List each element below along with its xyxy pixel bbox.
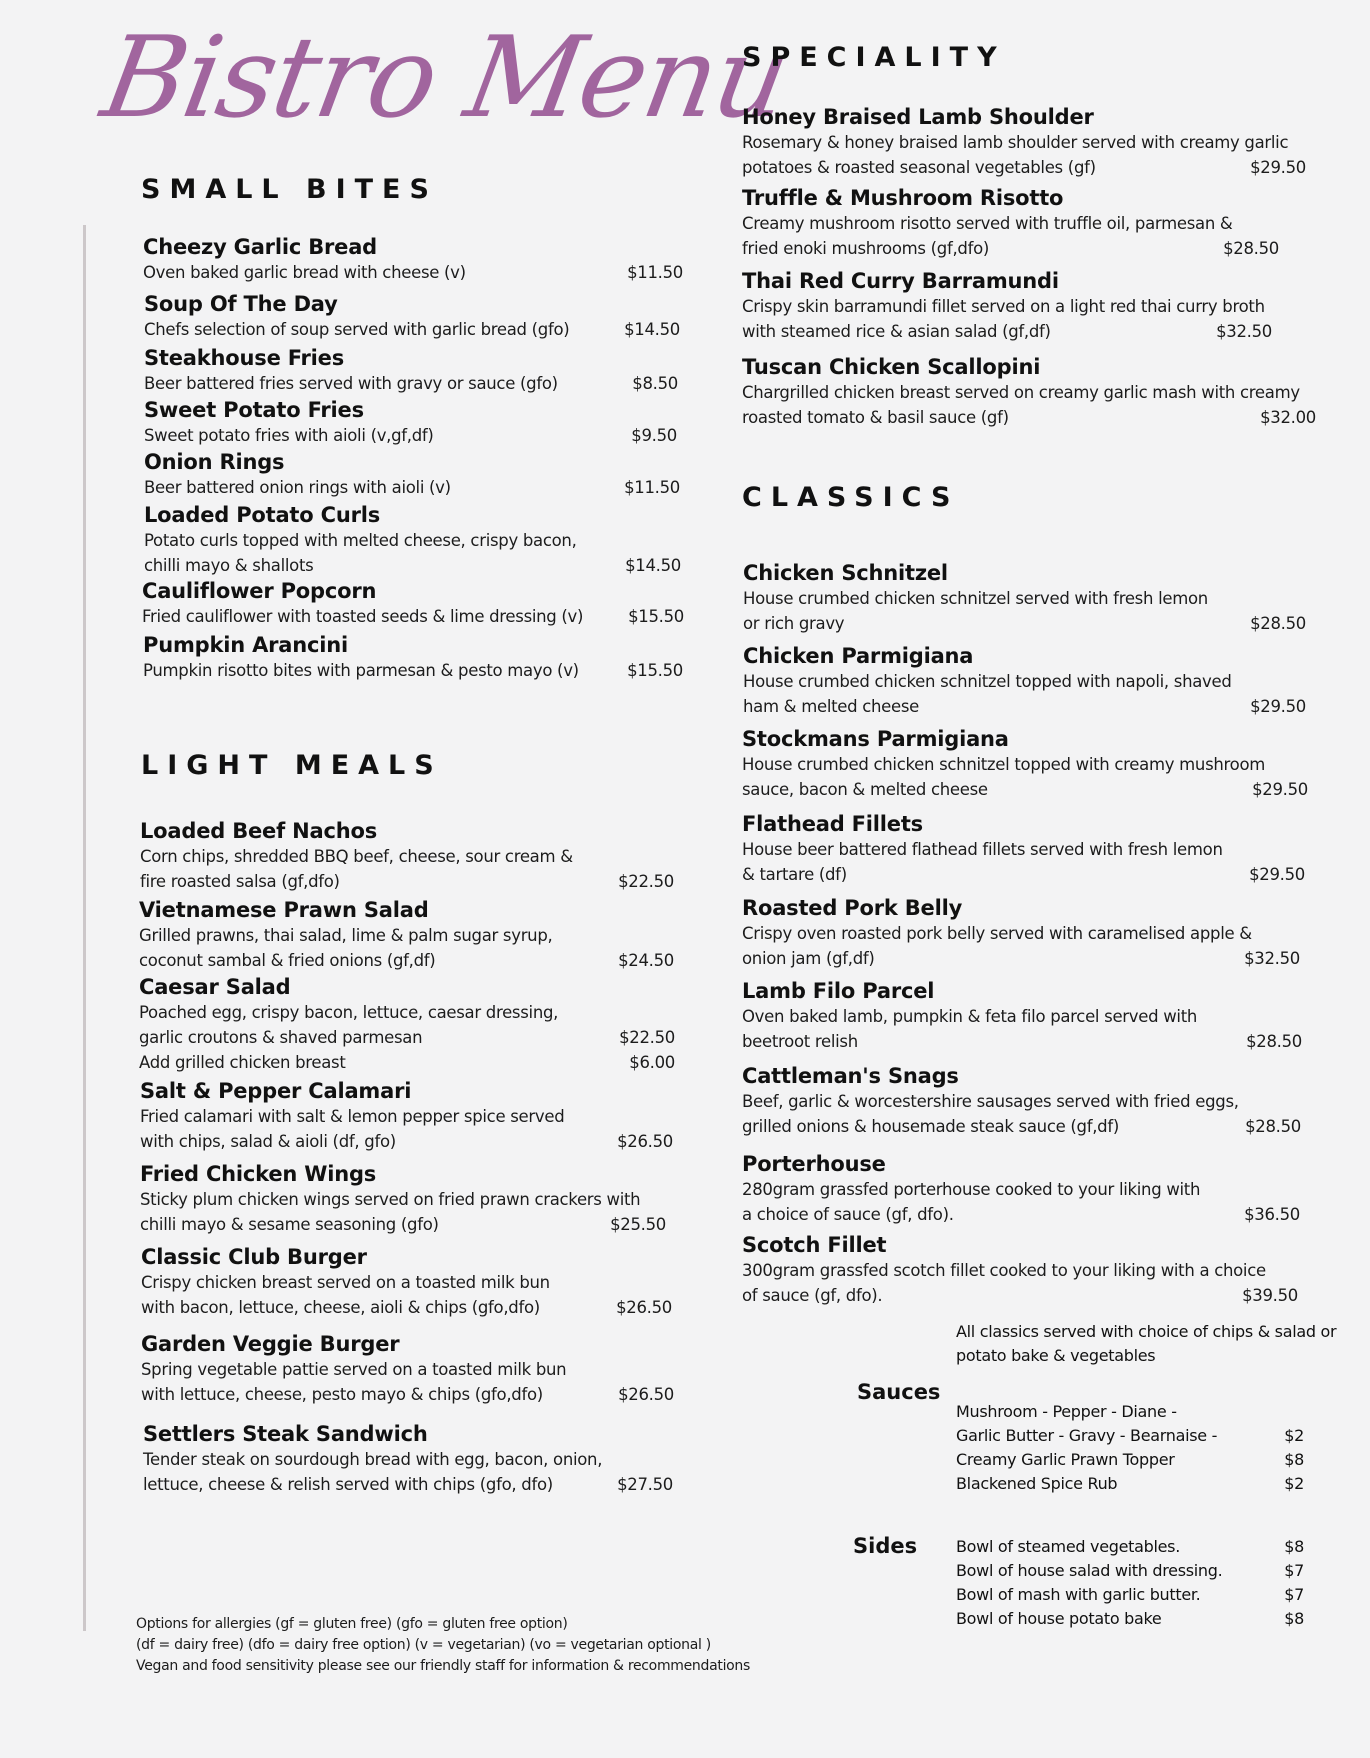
item-name: Chicken Parmigiana [743, 644, 974, 668]
description-line: Crispy chicken breast served on a toasted milk bun [141, 1273, 550, 1292]
description-line: coconut sambal & fried onions (gf,df) [139, 951, 436, 970]
description-line: Spring vegetable pattie served on a toasted milk bun [141, 1360, 567, 1379]
description-line: fire roasted salsa (gf,dfo) [140, 872, 340, 891]
description-line: sauce, bacon & melted cheese [742, 780, 988, 799]
item-price: $28.50 [1245, 1117, 1301, 1136]
description-line: & tartare (df) [742, 865, 847, 884]
item-price: $26.50 [616, 1298, 672, 1317]
item-price: $22.50 [619, 1028, 675, 1047]
item-price: $11.50 [624, 478, 680, 497]
menu-item [742, 354, 1316, 430]
description-line: fried enoki mushrooms (gf,dfo) [742, 239, 990, 258]
description-line: Corn chips, shredded BBQ beef, cheese, sour cream & [140, 847, 573, 866]
description-line: of sauce (gf, dfo). [742, 1286, 883, 1305]
menu-item [743, 643, 1306, 719]
item-price: $29.50 [1249, 865, 1305, 884]
side-row [956, 1607, 1304, 1631]
menu-item [139, 897, 674, 973]
section-heading-small-bites: SMALL BITES [141, 174, 438, 205]
item-price: $29.50 [1252, 780, 1308, 799]
menu-item [742, 895, 1300, 971]
item-description [140, 1187, 666, 1237]
item-price: $9.50 [631, 426, 677, 445]
item-price: $36.50 [1244, 1205, 1300, 1224]
item-name: Salt & Pepper Calamari [140, 1079, 412, 1103]
item-price: $28.50 [1223, 239, 1279, 258]
side-price: $8 [1284, 1609, 1304, 1628]
addon-price: $6.00 [629, 1053, 675, 1072]
section-heading-light-meals: LIGHT MEALS [141, 750, 443, 781]
description-line: chilli mayo & sesame seasoning (gfo) [140, 1215, 439, 1234]
description-line: Pumpkin risotto bites with parmesan & pesto mayo (v) [143, 661, 579, 680]
item-name: Scotch Fillet [742, 1233, 887, 1257]
menu-item [141, 1244, 672, 1320]
addon-text: Add grilled chicken breast [139, 1053, 346, 1072]
description-line: potatoes & roasted seasonal vegetables (gf) [742, 158, 1096, 177]
item-name: Fried Chicken Wings [140, 1162, 377, 1186]
item-description [144, 475, 680, 500]
menu-title: Bistro Menu [93, 13, 797, 143]
side-text: Bowl of house salad with dressing. [956, 1561, 1223, 1580]
description-line: lettuce, cheese & relish served with chips (gfo, dfo) [143, 1475, 553, 1494]
item-description [742, 1089, 1301, 1139]
item-price: $11.50 [627, 263, 683, 282]
description-line: 300gram grassfed scotch fillet cooked to your liking with a choice [742, 1261, 1266, 1280]
side-row [956, 1583, 1304, 1607]
item-description [742, 1177, 1300, 1227]
item-description [743, 586, 1306, 636]
description-line: House crumbed chicken schnitzel served with fresh lemon [743, 589, 1208, 608]
item-price: $29.50 [1250, 158, 1306, 177]
sauce-row [956, 1448, 1304, 1472]
menu-item [140, 1078, 673, 1154]
menu-item [742, 1063, 1301, 1139]
description-line: beetroot relish [742, 1032, 858, 1051]
sauce-text: Mushroom - Pepper - Diane - [956, 1402, 1177, 1421]
description-line: 280gram grassfed porterhouse cooked to your liking with [742, 1180, 1201, 1199]
side-price: $7 [1284, 1585, 1304, 1604]
sides-list [956, 1535, 1304, 1631]
item-description [742, 380, 1316, 430]
description-line: Sticky plum chicken wings served on fried prawn crackers with [140, 1190, 641, 1209]
item-price: $32.50 [1244, 949, 1300, 968]
description-line: Beer battered fries served with gravy or sauce (gfo) [144, 374, 558, 393]
menu-item [142, 578, 684, 629]
menu-item [144, 502, 681, 578]
item-price: $14.50 [624, 320, 680, 339]
description-line: House crumbed chicken schnitzel topped with creamy mushroom [742, 755, 1266, 774]
item-price: $14.50 [625, 556, 681, 575]
item-description [144, 317, 680, 342]
menu-item [144, 397, 677, 448]
classics-note [956, 1320, 1336, 1368]
item-name: Tuscan Chicken Scallopini [742, 355, 1041, 379]
description-line: Fried calamari with salt & lemon pepper spice served [140, 1107, 565, 1126]
item-price: $26.50 [618, 1385, 674, 1404]
description-line: with steamed rice & asian salad (gf,df) [742, 322, 1051, 341]
menu-item [140, 1161, 666, 1237]
description-line: House crumbed chicken schnitzel topped with napoli, shaved [743, 672, 1232, 691]
side-text: Bowl of house potato bake [956, 1609, 1162, 1628]
item-description [144, 371, 678, 396]
sauce-row [956, 1400, 1304, 1424]
item-price: $39.50 [1242, 1286, 1298, 1305]
item-name: Pumpkin Arancini [143, 633, 349, 657]
footer-line: Options for allergies (gf = gluten free) (gfo = gluten free option) [136, 1616, 568, 1632]
allergy-footer [136, 1614, 750, 1677]
item-name: Garden Veggie Burger [141, 1332, 400, 1356]
side-text: Bowl of steamed vegetables. [956, 1537, 1180, 1556]
item-name: Steakhouse Fries [144, 346, 345, 370]
description-line: Oven baked lamb, pumpkin & feta filo parcel served with [742, 1007, 1198, 1026]
description-line: with chips, salad & aioli (df, gfo) [140, 1132, 396, 1151]
item-name: Honey Braised Lamb Shoulder [742, 105, 1094, 129]
description-line: Sweet potato fries with aioli (v,gf,df) [144, 426, 434, 445]
item-description [143, 1447, 673, 1497]
description-line: Beer battered onion rings with aioli (v) [144, 478, 451, 497]
item-description [144, 423, 677, 448]
description-line: Tender steak on sourdough bread with egg, bacon, onion, [143, 1450, 603, 1469]
classics-note-line: potato bake & vegetables [956, 1346, 1156, 1365]
description-line: Oven baked garlic bread with cheese (v) [143, 263, 466, 282]
sauce-row [956, 1424, 1304, 1448]
item-name: Loaded Potato Curls [144, 503, 381, 527]
menu-item [742, 978, 1302, 1054]
item-description [742, 294, 1272, 344]
menu-item [742, 811, 1305, 887]
description-line: Fried cauliflower with toasted seeds & lime dressing (v) [142, 607, 584, 626]
item-name: Caesar Salad [139, 975, 291, 999]
menu-item [140, 818, 674, 894]
item-name: Loaded Beef Nachos [140, 819, 378, 843]
item-name: Vietnamese Prawn Salad [139, 898, 429, 922]
item-price: $24.50 [618, 951, 674, 970]
menu-item [742, 726, 1308, 802]
menu-item [139, 974, 675, 1075]
description-line: or rich gravy [743, 614, 845, 633]
description-line: Poached egg, crispy bacon, lettuce, caesar dressing, [139, 1003, 559, 1022]
item-description [742, 752, 1308, 802]
sauce-text: Creamy Garlic Prawn Topper [956, 1450, 1175, 1469]
description-line: Chargrilled chicken breast served on creamy garlic mash with creamy [742, 383, 1300, 402]
item-description [139, 1000, 675, 1050]
menu-item [144, 345, 678, 396]
item-name: Sweet Potato Fries [144, 398, 364, 422]
menu-item [141, 1331, 674, 1407]
item-description [143, 658, 683, 683]
side-row [956, 1535, 1304, 1559]
description-line: with lettuce, cheese, pesto mayo & chips (gfo,dfo) [141, 1385, 543, 1404]
item-price: $22.50 [618, 872, 674, 891]
item-price: $25.50 [610, 1215, 666, 1234]
item-price: $27.50 [617, 1475, 673, 1494]
item-description [742, 921, 1300, 971]
item-description [742, 1258, 1298, 1308]
item-name: Stockmans Parmigiana [742, 727, 1009, 751]
item-price: $15.50 [627, 661, 683, 680]
description-line: Rosemary & honey braised lamb shoulder served with creamy garlic [742, 133, 1289, 152]
footer-line: (df = dairy free) (dfo = dairy free option) (v = vegetarian) (vo = vegetarian optional ) [136, 1637, 711, 1653]
item-price: $8.50 [632, 374, 678, 393]
item-description [742, 130, 1306, 180]
item-price: $32.50 [1216, 322, 1272, 341]
description-line: a choice of sauce (gf, dfo). [742, 1205, 954, 1224]
description-line: chilli mayo & shallots [144, 556, 314, 575]
sauce-text: Blackened Spice Rub [956, 1474, 1118, 1493]
sides-label: Sides [853, 1534, 918, 1558]
item-description [742, 211, 1279, 261]
description-line: House beer battered flathead fillets served with fresh lemon [742, 840, 1223, 859]
item-description [140, 1104, 673, 1154]
item-name: Settlers Steak Sandwich [143, 1422, 428, 1446]
menu-item [143, 632, 683, 683]
item-name: Classic Club Burger [141, 1245, 367, 1269]
item-name: Flathead Fillets [742, 812, 923, 836]
divider-line [83, 225, 86, 1631]
item-description [144, 528, 681, 578]
sauce-price: $2 [1284, 1426, 1304, 1445]
sauces-list [956, 1400, 1304, 1496]
item-name: Roasted Pork Belly [742, 896, 963, 920]
side-price: $7 [1284, 1561, 1304, 1580]
item-name: Thai Red Curry Barramundi [742, 269, 1059, 293]
item-price: $15.50 [628, 607, 684, 626]
item-description [141, 1270, 672, 1320]
description-line: onion jam (gf,df) [742, 949, 875, 968]
item-price: $26.50 [617, 1132, 673, 1151]
item-addon [139, 1050, 675, 1075]
description-line: garlic croutons & shaved parmesan [139, 1028, 423, 1047]
description-line: with bacon, lettuce, cheese, aioli & chips (gfo,dfo) [141, 1298, 540, 1317]
section-heading-classics: CLASSICS [742, 482, 960, 513]
item-price: $32.00 [1260, 408, 1316, 427]
description-line: Beef, garlic & worcestershire sausages served with fried eggs, [742, 1092, 1239, 1111]
sauce-price: $8 [1284, 1450, 1304, 1469]
menu-item [143, 1421, 673, 1497]
sauces-label: Sauces [857, 1380, 941, 1404]
sauce-text: Garlic Butter - Gravy - Bearnaise - [956, 1426, 1218, 1445]
description-line: ham & melted cheese [743, 697, 920, 716]
item-name: Cauliflower Popcorn [142, 579, 377, 603]
side-row [956, 1559, 1304, 1583]
item-price: $28.50 [1250, 614, 1306, 633]
menu-item [742, 185, 1279, 261]
item-description [142, 604, 684, 629]
side-text: Bowl of mash with garlic butter. [956, 1585, 1201, 1604]
sauce-price: $2 [1284, 1474, 1304, 1493]
menu-item [742, 1151, 1300, 1227]
item-description [139, 923, 674, 973]
footer-line: Vegan and food sensitivity please see our friendly staff for information & recommendations [136, 1658, 750, 1674]
item-description [742, 1004, 1302, 1054]
item-description [143, 260, 683, 285]
sauce-row [956, 1472, 1304, 1496]
item-name: Soup Of The Day [144, 292, 338, 316]
menu-item [742, 104, 1306, 180]
item-price: $29.50 [1250, 697, 1306, 716]
item-price: $28.50 [1246, 1032, 1302, 1051]
menu-item [743, 560, 1306, 636]
description-line: Creamy mushroom risotto served with truffle oil, parmesan & [742, 214, 1233, 233]
section-heading-speciality: SPECIALITY [742, 42, 1006, 73]
menu-item [144, 291, 680, 342]
item-name: Lamb Filo Parcel [742, 979, 935, 1003]
menu-item [742, 1232, 1298, 1308]
item-name: Truffle & Mushroom Risotto [742, 186, 1064, 210]
side-price: $8 [1284, 1537, 1304, 1556]
description-line: Potato curls topped with melted cheese, crispy bacon, [144, 531, 577, 550]
item-description [743, 669, 1306, 719]
item-description [742, 837, 1305, 887]
item-name: Chicken Schnitzel [743, 561, 948, 585]
classics-note-line: All classics served with choice of chips & salad or [956, 1322, 1337, 1341]
item-name: Onion Rings [144, 450, 285, 474]
description-line: Crispy skin barramundi fillet served on a light red thai curry broth [742, 297, 1265, 316]
description-line: roasted tomato & basil sauce (gf) [742, 408, 1009, 427]
description-line: Chefs selection of soup served with garlic bread (gfo) [144, 320, 570, 339]
item-description [141, 1357, 674, 1407]
item-name: Cattleman's Snags [742, 1064, 959, 1088]
description-line: Crispy oven roasted pork belly served with caramelised apple & [742, 924, 1252, 943]
item-description [140, 844, 674, 894]
menu-item [143, 234, 683, 285]
description-line: Grilled prawns, thai salad, lime & palm sugar syrup, [139, 926, 553, 945]
menu-item [144, 449, 680, 500]
item-name: Porterhouse [742, 1152, 886, 1176]
description-line: grilled onions & housemade steak sauce (gf,df) [742, 1117, 1119, 1136]
item-name: Cheezy Garlic Bread [143, 235, 377, 259]
menu-item [742, 268, 1272, 344]
